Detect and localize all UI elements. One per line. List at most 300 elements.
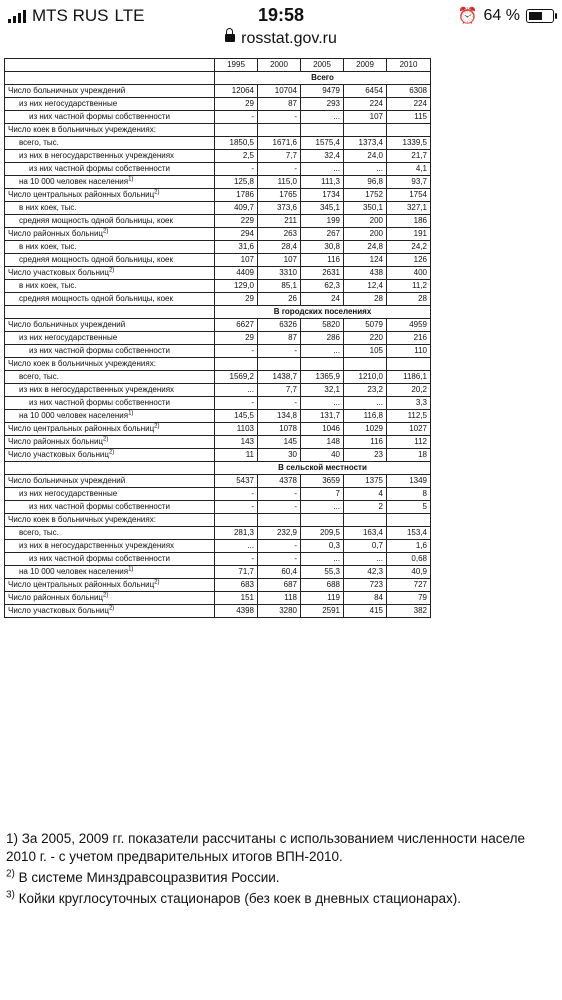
row-label: [5, 254, 215, 267]
footnote: [6, 890, 562, 908]
footnote-mark: 2): [154, 423, 160, 430]
table-cell: 200: [344, 228, 387, 241]
table-cell: 148: [301, 436, 344, 449]
table-cell: 373,6: [258, 202, 301, 215]
table-cell: 209,5: [301, 527, 344, 540]
clock: 19:58: [257, 5, 305, 25]
table-row: [5, 241, 431, 254]
row-label-text: из них негосударственные: [19, 333, 118, 342]
table-cell: 112,5: [387, 410, 431, 423]
table-cell: 229: [215, 215, 258, 228]
table-cell: 6308: [387, 85, 431, 98]
table-cell: ...: [301, 553, 344, 566]
table-row: [5, 605, 431, 618]
row-label-text: из них в негосударственных учреждениях: [19, 541, 175, 550]
table-cell: 23: [344, 449, 387, 462]
table-cell: 4959: [387, 319, 431, 332]
table-cell: 293: [301, 98, 344, 111]
table-cell: 5: [387, 501, 431, 514]
row-label-text: из них частной формы собственности: [29, 346, 170, 355]
table-row: [5, 384, 431, 397]
table-cell: 29: [215, 293, 258, 306]
address-bar[interactable]: [0, 30, 562, 52]
table-cell: ...: [301, 163, 344, 176]
table-cell: ...: [344, 553, 387, 566]
footnote: [6, 869, 562, 887]
footnote-mark: 2): [108, 267, 115, 274]
footnote-mark: 2): [103, 592, 109, 599]
table-cell: 93,7: [387, 176, 431, 189]
row-label-text: средняя мощность одной больницы, коек: [19, 255, 173, 264]
row-label: [5, 514, 215, 527]
table-row: [5, 215, 431, 228]
table-row: [5, 150, 431, 163]
table-cell: 24,0: [344, 150, 387, 163]
row-label-text: средняя мощность одной больницы, коек: [19, 294, 173, 303]
table-cell: 1752: [344, 189, 387, 202]
table-cell: 409,7: [215, 202, 258, 215]
table-cell: 200: [344, 215, 387, 228]
table-cell: 224: [344, 98, 387, 111]
table-cell: 29: [215, 98, 258, 111]
row-label-text: Число коек в больничных учреждениях:: [8, 515, 156, 524]
table-cell: 116: [301, 254, 344, 267]
table-cell: 1754: [387, 189, 431, 202]
table-row: [5, 553, 431, 566]
section-row: [5, 462, 431, 475]
table-cell: 30,8: [301, 241, 344, 254]
row-label: [5, 137, 215, 150]
table-cell: 350,1: [344, 202, 387, 215]
table-cell: 2631: [301, 267, 344, 280]
table-cell: 5079: [344, 319, 387, 332]
table-cell: 688: [301, 579, 344, 592]
table-cell: 8: [387, 488, 431, 501]
row-label-text: Число участковых больниц: [8, 268, 109, 277]
footnote-mark: 2): [154, 579, 160, 586]
table-cell: 30: [258, 449, 301, 462]
statistics-table-container: [4, 58, 430, 618]
table-cell: 1734: [301, 189, 344, 202]
row-label-text: из них в негосударственных учреждениях: [19, 385, 175, 394]
table-cell: 1569,2: [215, 371, 258, 384]
row-label: [5, 202, 215, 215]
row-label-text: из них частной формы собственности: [29, 164, 170, 173]
table-cell: 145: [258, 436, 301, 449]
table-cell: 5437: [215, 475, 258, 488]
row-label-text: Число больничных учреждений: [8, 476, 126, 485]
table-cell: -: [258, 397, 301, 410]
row-label: [5, 332, 215, 345]
table-cell: 438: [344, 267, 387, 280]
table-cell: [387, 514, 431, 527]
table-row: [5, 358, 431, 371]
row-label-text: Число больничных учреждений: [8, 320, 126, 329]
row-label-text: из них частной формы собственности: [29, 112, 170, 121]
row-label: [5, 410, 215, 423]
row-label: [5, 384, 215, 397]
table-cell: [215, 124, 258, 137]
table-row: [5, 267, 431, 280]
row-label: [5, 579, 215, 592]
footnote-text: Койки круглосуточных стационаров (без коек в дневных стационарах).: [14, 891, 461, 906]
table-cell: ...: [301, 397, 344, 410]
table-row: [5, 189, 431, 202]
row-label: [5, 241, 215, 254]
table-cell: [344, 124, 387, 137]
table-cell: 115: [387, 111, 431, 124]
section-blank-cell: [5, 462, 215, 475]
table-cell: 2: [344, 501, 387, 514]
section-blank-cell: [5, 306, 215, 319]
table-cell: 110: [387, 345, 431, 358]
table-cell: 1575,4: [301, 137, 344, 150]
table-cell: 28: [344, 293, 387, 306]
table-row: [5, 280, 431, 293]
table-cell: 211: [258, 215, 301, 228]
table-cell: [344, 358, 387, 371]
table-cell: 345,1: [301, 202, 344, 215]
battery-group: [458, 6, 554, 26]
table-cell: 55,3: [301, 566, 344, 579]
table-cell: [258, 124, 301, 137]
row-label-text: Число центральных районных больниц: [8, 190, 155, 199]
table-cell: 327,1: [387, 202, 431, 215]
table-cell: 28: [387, 293, 431, 306]
table-cell: 1210,0: [344, 371, 387, 384]
table-row: [5, 488, 431, 501]
table-cell: 20,2: [387, 384, 431, 397]
table-cell: 1765: [258, 189, 301, 202]
table-cell: 79: [387, 592, 431, 605]
table-row: [5, 124, 431, 137]
row-label-text: из них негосударственные: [19, 489, 118, 498]
table-cell: 40,9: [387, 566, 431, 579]
table-row: [5, 579, 431, 592]
row-label: [5, 215, 215, 228]
footnote-mark: 2): [154, 189, 160, 196]
footnote-mark: 2): [103, 436, 109, 443]
footnote-mark: 2): [108, 605, 115, 612]
table-cell: 1078: [258, 423, 301, 436]
table-cell: 129,0: [215, 280, 258, 293]
table-cell: 186: [387, 215, 431, 228]
table-row: [5, 85, 431, 98]
year-header: 2010: [387, 59, 431, 72]
row-label-text: Число участковых больниц: [8, 606, 109, 615]
row-label-text: из них частной формы собственности: [29, 502, 170, 511]
table-cell: ...: [215, 384, 258, 397]
year-header-row: [5, 59, 431, 72]
table-row: [5, 345, 431, 358]
row-label-text: всего, тыс.: [19, 372, 59, 381]
row-label-text: в них коек, тыс.: [19, 203, 77, 212]
table-cell: 1,6: [387, 540, 431, 553]
table-cell: -: [215, 163, 258, 176]
table-cell: 163,4: [344, 527, 387, 540]
table-cell: 220: [344, 332, 387, 345]
table-cell: 29: [215, 332, 258, 345]
row-label: [5, 98, 215, 111]
table-cell: 107: [344, 111, 387, 124]
table-cell: 0,3: [301, 540, 344, 553]
row-label: [5, 358, 215, 371]
table-cell: -: [258, 345, 301, 358]
table-cell: 6627: [215, 319, 258, 332]
year-header: 2000: [258, 59, 301, 72]
row-label-text: всего, тыс.: [19, 138, 59, 147]
alarm-icon: ⏰: [457, 8, 478, 25]
table-cell: -: [215, 111, 258, 124]
table-cell: 382: [387, 605, 431, 618]
table-row: [5, 540, 431, 553]
table-cell: 107: [215, 254, 258, 267]
row-label: [5, 540, 215, 553]
section-row: [5, 306, 431, 319]
table-row: [5, 423, 431, 436]
row-label: [5, 436, 215, 449]
row-label: [5, 475, 215, 488]
table-cell: 191: [387, 228, 431, 241]
table-cell: [344, 514, 387, 527]
table-cell: 400: [387, 267, 431, 280]
table-cell: 1349: [387, 475, 431, 488]
table-cell: -: [258, 111, 301, 124]
footnote-text: 2010 г. - с учетом предварительных итогов ВПН-2010.: [6, 849, 343, 864]
year-header: 2009: [344, 59, 387, 72]
row-label: [5, 501, 215, 514]
table-row: [5, 475, 431, 488]
table-cell: 24,2: [387, 241, 431, 254]
battery-icon: [526, 9, 554, 23]
table-row: [5, 137, 431, 150]
footnote: [6, 830, 562, 866]
table-cell: -: [215, 397, 258, 410]
table-cell: 107: [258, 254, 301, 267]
table-cell: 3280: [258, 605, 301, 618]
section-title: В сельской местности: [215, 462, 431, 475]
table-cell: -: [258, 501, 301, 514]
table-cell: 31,6: [215, 241, 258, 254]
table-cell: 40: [301, 449, 344, 462]
table-cell: 26: [258, 293, 301, 306]
row-label: [5, 319, 215, 332]
battery-percent: 64 %: [483, 7, 520, 24]
table-cell: [258, 514, 301, 527]
table-row: [5, 202, 431, 215]
footnote-mark: 2): [108, 449, 115, 456]
row-label: [5, 566, 215, 579]
table-cell: -: [258, 540, 301, 553]
table-cell: 415: [344, 605, 387, 618]
table-row: [5, 163, 431, 176]
table-row: [5, 98, 431, 111]
table-cell: 1786: [215, 189, 258, 202]
table-cell: 85,1: [258, 280, 301, 293]
table-cell: 4: [344, 488, 387, 501]
table-cell: -: [258, 553, 301, 566]
table-cell: 131,7: [301, 410, 344, 423]
footnote-number: 2): [6, 868, 15, 880]
table-cell: 118: [258, 592, 301, 605]
table-cell: 32,1: [301, 384, 344, 397]
footnote-mark: 1): [128, 410, 134, 417]
table-cell: 42,3: [344, 566, 387, 579]
status-bar: [0, 0, 562, 32]
row-label-text: в них коек, тыс.: [19, 281, 77, 290]
table-cell: 28,4: [258, 241, 301, 254]
table-cell: 2591: [301, 605, 344, 618]
table-cell: 12,4: [344, 280, 387, 293]
row-label-text: на 10 000 человек населения: [19, 177, 129, 186]
table-cell: 32,4: [301, 150, 344, 163]
row-label-text: Число районных больниц: [8, 593, 104, 602]
row-label: [5, 527, 215, 540]
table-cell: 286: [301, 332, 344, 345]
table-row: [5, 254, 431, 267]
row-label: [5, 150, 215, 163]
row-label: [5, 345, 215, 358]
footnote-text: В системе Минздравсоцразвития России.: [14, 870, 280, 885]
table-cell: 1339,5: [387, 137, 431, 150]
table-row: [5, 449, 431, 462]
table-cell: 115,0: [258, 176, 301, 189]
table-cell: [258, 358, 301, 371]
table-cell: 683: [215, 579, 258, 592]
table-cell: 87: [258, 332, 301, 345]
table-cell: 96,8: [344, 176, 387, 189]
table-cell: 1850,5: [215, 137, 258, 150]
table-cell: 126: [387, 254, 431, 267]
table-cell: 18: [387, 449, 431, 462]
table-cell: ...: [301, 501, 344, 514]
table-cell: 24: [301, 293, 344, 306]
table-row: [5, 332, 431, 345]
table-cell: 723: [344, 579, 387, 592]
network-type: LTE: [114, 6, 145, 25]
row-label: [5, 423, 215, 436]
table-cell: ...: [344, 397, 387, 410]
table-cell: 4409: [215, 267, 258, 280]
table-cell: [301, 514, 344, 527]
table-cell: 134,8: [258, 410, 301, 423]
table-cell: 2,5: [215, 150, 258, 163]
table-cell: 5820: [301, 319, 344, 332]
table-cell: 125,8: [215, 176, 258, 189]
battery-fill: [529, 12, 542, 20]
table-cell: 6326: [258, 319, 301, 332]
table-cell: 111,3: [301, 176, 344, 189]
table-row: [5, 514, 431, 527]
row-label: [5, 124, 215, 137]
table-cell: 224: [387, 98, 431, 111]
row-label-text: Число коек в больничных учреждениях:: [8, 125, 156, 134]
row-label: [5, 176, 215, 189]
table-cell: 263: [258, 228, 301, 241]
table-row: [5, 397, 431, 410]
row-label-text: из них в негосударственных учреждениях: [19, 151, 175, 160]
table-cell: 4,1: [387, 163, 431, 176]
table-row: [5, 228, 431, 241]
row-label: [5, 189, 215, 202]
row-label-text: средняя мощность одной больницы, коек: [19, 216, 173, 225]
row-label: [5, 111, 215, 124]
table-cell: 1365,9: [301, 371, 344, 384]
year-header: 2005: [301, 59, 344, 72]
table-row: [5, 436, 431, 449]
table-cell: 21,7: [387, 150, 431, 163]
table-cell: 1046: [301, 423, 344, 436]
table-cell: -: [258, 488, 301, 501]
table-cell: -: [258, 163, 301, 176]
table-cell: 12064: [215, 85, 258, 98]
table-cell: 1103: [215, 423, 258, 436]
url-text: rosstat.gov.ru: [241, 30, 337, 47]
table-cell: 87: [258, 98, 301, 111]
row-label-text: Число участковых больниц: [8, 450, 109, 459]
table-cell: ...: [215, 540, 258, 553]
table-cell: ...: [301, 111, 344, 124]
row-label: [5, 449, 215, 462]
table-cell: 727: [387, 579, 431, 592]
table-cell: 7: [301, 488, 344, 501]
table-cell: 10704: [258, 85, 301, 98]
row-label: [5, 605, 215, 618]
table-cell: 112: [387, 436, 431, 449]
table-row: [5, 176, 431, 189]
table-cell: 1438,7: [258, 371, 301, 384]
row-label-text: на 10 000 человек населения: [19, 567, 129, 576]
hospital-statistics-table: [4, 58, 431, 618]
table-row: [5, 293, 431, 306]
row-label: [5, 85, 215, 98]
table-cell: 216: [387, 332, 431, 345]
table-cell: [215, 514, 258, 527]
table-cell: [387, 358, 431, 371]
row-label: [5, 397, 215, 410]
table-cell: 294: [215, 228, 258, 241]
row-label-text: Число центральных районных больниц: [8, 580, 155, 589]
table-cell: 7,7: [258, 150, 301, 163]
row-label: [5, 488, 215, 501]
table-cell: 281,3: [215, 527, 258, 540]
table-cell: 3659: [301, 475, 344, 488]
table-cell: ...: [301, 345, 344, 358]
table-cell: 687: [258, 579, 301, 592]
row-label-text: из них частной формы собственности: [29, 554, 170, 563]
table-cell: [215, 358, 258, 371]
table-cell: 105: [344, 345, 387, 358]
table-cell: 232,9: [258, 527, 301, 540]
table-cell: 124: [344, 254, 387, 267]
row-label: [5, 592, 215, 605]
table-cell: 145,5: [215, 410, 258, 423]
footnote-text: 1) За 2005, 2009 гг. показатели рассчитаны с использованием численности населе: [6, 831, 525, 846]
table-row: [5, 527, 431, 540]
table-cell: 7,7: [258, 384, 301, 397]
table-row: [5, 592, 431, 605]
table-cell: 143: [215, 436, 258, 449]
table-row: [5, 371, 431, 384]
table-cell: 3,3: [387, 397, 431, 410]
row-label-text: всего, тыс.: [19, 528, 59, 537]
footnote-mark: 2): [103, 228, 109, 235]
year-header: 1995: [215, 59, 258, 72]
carrier-name: MTS RUS: [32, 6, 109, 25]
table-cell: 11: [215, 449, 258, 462]
table-cell: [387, 124, 431, 137]
table-cell: [301, 358, 344, 371]
